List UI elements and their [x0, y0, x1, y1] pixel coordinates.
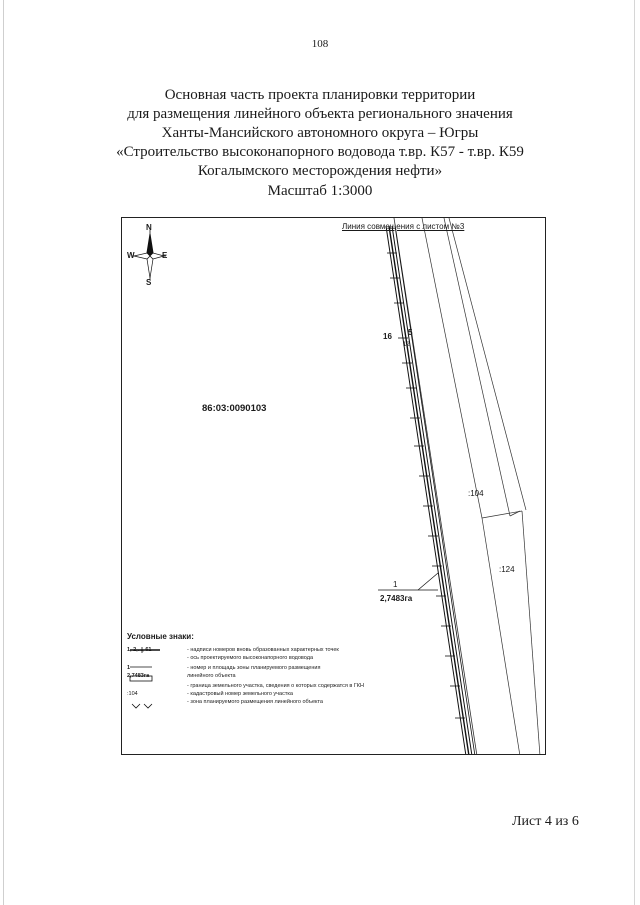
point-label-12: 12 [403, 342, 410, 348]
compass-east-label: E [162, 251, 168, 260]
parcel-boundary-line [422, 218, 482, 518]
map-legend [127, 633, 407, 706]
legend-item [127, 698, 407, 706]
legend-text: линейного объекта [187, 673, 236, 679]
sheet-number: Лист 4 из 6 [512, 814, 579, 829]
cadastral-block-number: 86:03:0090103 [202, 403, 267, 414]
title-line-5: Когалымского месторождения нефти» [197, 163, 443, 179]
legend-item [127, 646, 407, 654]
compass-north-label: N [146, 223, 152, 232]
parcel-number-124: :124 [499, 565, 515, 574]
parcel-boundary-line [449, 218, 526, 510]
legend-item [127, 690, 407, 698]
document-title [0, 86, 640, 181]
legend-text: - кадастровый номер земельного участка [187, 691, 293, 697]
compass-west-label: W [127, 251, 135, 260]
parcel-number-104: :104 [468, 489, 484, 498]
compass-south-label: S [146, 278, 152, 287]
legend-title: Условные знаки: [127, 632, 194, 641]
legend-symbol: :104 [127, 691, 138, 697]
point-label-16: 16 [383, 332, 392, 341]
legend-text: - номер и площадь зоны планируемого размещения [187, 665, 321, 671]
title-line-3: Ханты-Мансийского автономного округа – Югры [161, 125, 479, 141]
legend-symbol: 2,7483га [127, 673, 150, 679]
zone-area: 2,7483га [380, 594, 413, 603]
parcel-boundary-line [482, 518, 520, 755]
legend-text: - надписи номеров вновь образованных характерных точек [187, 647, 339, 653]
legend-item [127, 654, 407, 662]
title-line-4: «Строительство высоконапорного водовода т.вр. К57 - т.вр. К59 [116, 144, 524, 160]
zone-number: 1 [393, 580, 398, 589]
legend-text: - граница земельного участка, сведения о которых содержатся в ГКН [187, 683, 364, 689]
title-line-1: Основная часть проекта планировки территории [164, 87, 476, 103]
legend-item [127, 682, 407, 690]
legend-text: - ось проектируемого высоконапорного водовода [187, 655, 313, 661]
map-scale: Масштаб 1:3000 [267, 183, 373, 199]
legend-item [127, 664, 407, 672]
parcel-boundary-line [510, 511, 520, 516]
legend-symbol: 1 [127, 665, 131, 671]
parcel-boundary-line [482, 511, 522, 518]
page-number: 108 [311, 38, 329, 50]
parcel-boundary-line [522, 511, 540, 755]
title-line-2: для размещения линейного объекта регионального значения [127, 106, 513, 122]
legend-text: - зона планируемого размещения линейного объекта [187, 699, 323, 705]
point-label-5: 5 [408, 328, 413, 337]
legend-item [127, 672, 407, 680]
legend-symbol: 1, 2,..., 61 [127, 647, 152, 653]
seam-line-label: Линия совмещения с листом №3 [342, 222, 465, 231]
parcel-boundary-line [444, 218, 510, 516]
zone-leader-line [418, 573, 438, 590]
compass-icon [132, 230, 166, 280]
planning-map [121, 217, 546, 755]
